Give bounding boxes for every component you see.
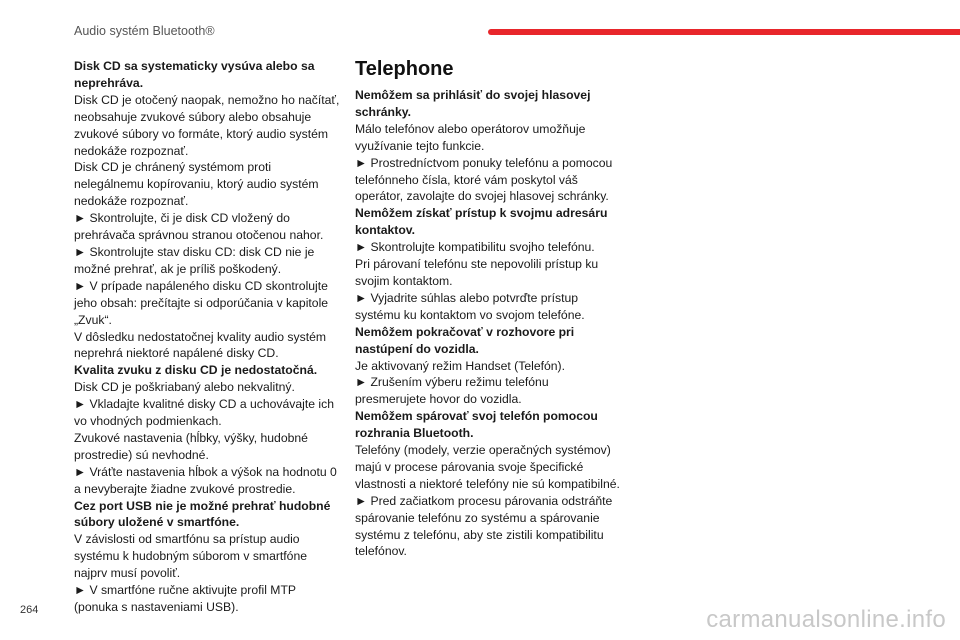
paragraph: ► Vyjadrite súhlas alebo potvrďte prístup systému ku kontaktom vo svojom telefóne. bbox=[355, 290, 585, 322]
paragraph: ► Vkladajte kvalitné disky CD a uchovávajte ich vo vhodných podmienkach. bbox=[74, 397, 334, 429]
paragraph: ► V smartfóne ručne aktivujte profil MTP (ponuka s nastaveniami USB). bbox=[74, 583, 296, 614]
paragraph: Zvukové nastavenia (hĺbky, výšky, hudobné prostredie) sú nevhodné. bbox=[74, 430, 308, 462]
paragraph: Disk CD je poškriabaný alebo nekvalitný. bbox=[74, 380, 295, 395]
paragraph: Pri párovaní telefónu ste nepovolili prístup ku svojim kontaktom. bbox=[355, 257, 599, 288]
header-title: Audio systém Bluetooth® bbox=[74, 24, 215, 38]
paragraph: V závislosti od smartfónu sa prístup audio systému k hudobným súborom v smartfóne najprv musí povoliť. bbox=[74, 532, 308, 581]
paragraph-heading: Nemôžem sa prihlásiť do svojej hlasovej schránky. bbox=[355, 88, 591, 119]
paragraph: Disk CD je otočený naopak, nemožno ho načítať, neobsahuje zvukové súbory alebo obsahuje zvukové súbory vo formáte, ktorý audio systém nedokáže rozpoznať. bbox=[74, 92, 340, 158]
paragraph-heading: Nemôžem získať prístup k svojmu adresáru kontaktov. bbox=[355, 206, 608, 238]
paragraph: Telefóny (modely, verzie operačných systémov) majú v procese párovania svoje špecifické vlastnosti a niektoré telefóny nie sú kompatibilné. bbox=[355, 443, 620, 491]
paragraph: Je aktivovaný režim Handset (Telefón). bbox=[355, 358, 565, 373]
left-column bbox=[74, 58, 342, 616]
paragraph: ► Skontrolujte stav disku CD: disk CD nie je možné prehrať, ak je príliš poškodený. bbox=[74, 244, 315, 276]
header-accent-bar bbox=[488, 29, 960, 35]
paragraph-heading: Kvalita zvuku z disku CD je nedostatočná. bbox=[74, 363, 318, 378]
paragraph-heading: Nemôžem spárovať svoj telefón pomocou rozhrania Bluetooth. bbox=[355, 409, 598, 441]
paragraph: ► V prípade napáleného disku CD skontrolujte jeho obsah: prečítajte si odporúčania v kapitole „Zvuk“. bbox=[74, 278, 329, 327]
paragraph: ► Skontrolujte kompatibilitu svojho telefónu. bbox=[355, 240, 595, 255]
page-number: 264 bbox=[20, 604, 39, 616]
paragraph: ► Pred začiatkom procesu párovania odstráňte spárovanie telefónu zo systému a spárovanie systému z telefónu, aby ste zistili kompatibilitu telefónov. bbox=[355, 493, 613, 559]
paragraph: ► Zrušením výberu režimu telefónu presmerujete hovor do vozidla. bbox=[355, 375, 549, 407]
watermark: carmanualsonline.info bbox=[706, 606, 946, 633]
paragraph: ► Vráťte nastavenia hĺbok a výšok na hodnotu 0 a nevyberajte žiadne zvukové prostredie. bbox=[74, 464, 337, 496]
paragraph-heading: Disk CD sa systematicky vysúva alebo sa neprehráva. bbox=[74, 59, 315, 90]
paragraph-heading: Cez port USB nie je možné prehrať hudobné súbory uložené v smartfóne. bbox=[74, 498, 331, 530]
paragraph: V dôsledku nedostatočnej kvality audio systém neprehrá niektoré napálené disky CD. bbox=[74, 329, 327, 361]
section-title: Telephone bbox=[355, 58, 454, 80]
right-column bbox=[355, 58, 623, 560]
paragraph: ► Prostredníctvom ponuky telefónu a pomocou telefónneho čísla, ktoré vám poskytol váš operátor, zavolajte do svojej hlasovej schránky. bbox=[355, 155, 613, 204]
paragraph: Disk CD je chránený systémom proti nelegálnemu kopírovaniu, ktorý audio systém nedokáže rozpoznať. bbox=[74, 160, 319, 209]
paragraph: Málo telefónov alebo operátorov umožňuje využívanie tejto funkcie. bbox=[355, 121, 586, 153]
paragraph-heading: Nemôžem pokračovať v rozhovore pri nastúpení do vozidla. bbox=[355, 324, 575, 356]
paragraph: ► Skontrolujte, či je disk CD vložený do prehrávača správnou stranou otočenou nahor. bbox=[74, 211, 324, 243]
